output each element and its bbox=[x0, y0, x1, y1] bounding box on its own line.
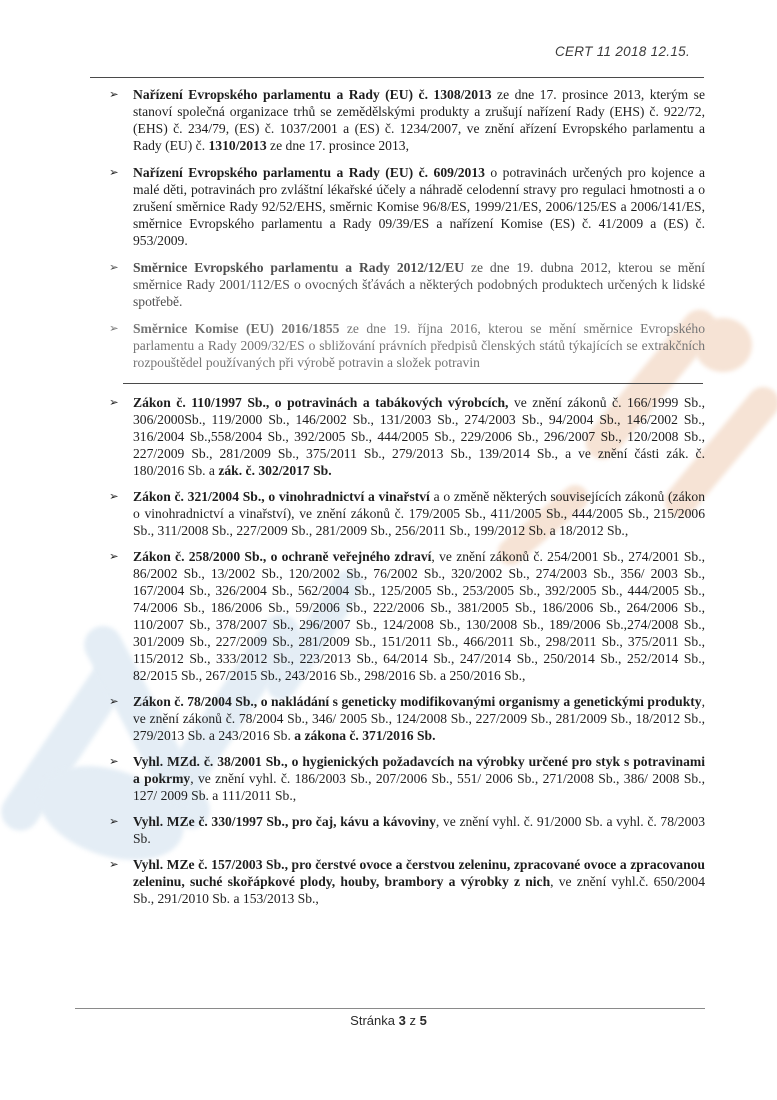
list-item bbox=[108, 259, 705, 310]
bullet-arrow-icon: ➢ bbox=[109, 395, 119, 409]
list-item bbox=[108, 394, 705, 479]
page-number bbox=[0, 1013, 777, 1028]
page-number-prefix: Stránka bbox=[350, 1013, 395, 1028]
item-text: Vyhl. MZe č. 330/1997 Sb., pro čaj, kávu a kávoviny, ve znění vyhl. č. 91/2000 Sb. a vyhl. č. 78/2003 Sb. bbox=[133, 814, 705, 846]
item-text: Zákon č. 110/1997 Sb., o potravinách a tabákových výrobcích, ve znění zákonů č. 166/1999 Sb., 306/2000Sb., 119/2000 Sb., 146/2002 Sb., 131/2003 Sb., 274/2003 Sb., 94/2004 Sb., 146/2002 Sb., 316/2004 Sb.,558/2004 Sb., 392/2005 Sb., 444/2005 Sb., 229/2006 Sb., 296/2007 Sb., 120/2008 Sb., 227/2009 Sb., 281/2009 Sb., 375/2011 Sb., 279/2013 Sb., 139/2014 Sb., a ve znění části zák. č. 180/2016 Sb. a zák. č. 302/2017 Sb. bbox=[133, 395, 705, 478]
bullet-arrow-icon: ➢ bbox=[109, 754, 119, 768]
bullet-arrow-icon: ➢ bbox=[109, 87, 119, 101]
item-text: Zákon č. 78/2004 Sb., o nakládání s geneticky modifikovanými organismy a genetickými produkty, ve znění zákonů č. 78/2004 Sb., 346/ 2005 Sb., 124/2008 Sb., 227/2009 Sb., 281/2009 Sb., 18/2012 Sb., 279/2013 Sb. a 243/2016 Sb. a zákona č. 371/2016 Sb. bbox=[133, 694, 705, 743]
eu-legislation-list bbox=[108, 86, 705, 381]
item-text: Zákon č. 321/2004 Sb., o vinohradnictví a vinařství a o změně některých souvisejících zákonů (zákon o vinohradnictví a vinařství), ve znění zákonů č. 179/2005 Sb., 411/2005 Sb., 444/2005 Sb., 215/2006 Sb., 311/2008 Sb., 227/2009 Sb., 281/2009 Sb., 256/2011 Sb., 199/2012 Sb. a 18/2012 Sb., bbox=[133, 489, 705, 538]
item-text: Vyhl. MZe č. 157/2003 Sb., pro čerstvé ovoce a čerstvou zeleninu, zpracované ovoce a zpracovanou zeleninu, suché skořápkové plody, houby, brambory a výrobky z nich, ve znění vyhl.č. 650/2004 Sb., 291/2010 Sb. a 153/2013 Sb., bbox=[133, 857, 705, 906]
item-text: Směrnice Komise (EU) 2016/1855 ze dne 19. října 2016, kterou se mění směrnice Evropského parlamentu a Rady 2009/32/ES o sbližování právních předpisů členských států týkajících se extrakčních rozpouštědel používaných při výrobě potravin a složek potravin bbox=[133, 321, 706, 370]
footer-divider bbox=[75, 1008, 705, 1009]
list-item bbox=[108, 548, 705, 684]
list-item bbox=[108, 693, 705, 744]
item-text: Nařízení Evropského parlamentu a Rady (EU) č. 609/2013 o potravinách určených pro kojence a malé děti, potravinách pro zvláštní lékařské účely a náhradě celodenní stravy pro regulaci hmotnosti a o zrušení směrnice Rady 92/52/EHS, směrnic Komise 96/8/ES, 1999/21/ES, 2006/125/ES a 2006/141/ES, směrnice Evropského parlamentu a Rady 09/39/ES a nařízení Komise (ES) č. 41/2009 a (ES) č. 953/2009. bbox=[133, 165, 706, 248]
document-header bbox=[555, 44, 690, 59]
item-text: Vyhl. MZd. č. 38/2001 Sb., o hygienických požadavcích na výrobky určené pro styk s potravinami a pokrmy, ve znění vyhl. č. 186/2003 Sb., 207/2006 Sb., 551/ 2006 Sb., 271/2008 Sb., 386/ 2008 Sb., 127/ 2009 Sb. a 111/2011 Sb., bbox=[133, 754, 705, 803]
item-text: Zákon č. 258/2000 Sb., o ochraně veřejného zdraví, ve znění zákonů č. 254/2001 Sb., 274/2001 Sb., 86/2002 Sb., 13/2002 Sb., 120/2002 Sb., 76/2002 Sb., 320/2002 Sb., 274/2003 Sb., 356/ 2003 Sb., 167/2004 Sb., 326/2004 Sb., 562/2004 Sb., 125/2005 Sb., 253/2005 Sb., 392/2005 Sb., 444/2005 Sb., 74/2006 Sb., 186/2006 Sb., 59/2006 Sb., 222/2006 Sb., 381/2005 Sb., 186/2006 Sb., 264/2006 Sb., 110/2007 Sb., 378/2007 Sb., 296/2007 Sb., 124/2008 Sb., 130/2008 Sb., 189/2006 Sb.,274/2008 Sb., 301/2009 Sb., 227/2009 Sb., 281/2009 Sb., 151/2011 Sb., 466/2011 Sb., 298/2011 Sb., 375/2011 Sb., 115/2012 Sb., 333/2012 Sb., 223/2013 Sb., 64/2014 Sb., 247/2014 Sb., 250/2014 Sb., 252/2014 Sb., 82/2015 Sb., 267/2015 Sb., 243/2016 Sb., 298/2016 Sb. a 250/2016 Sb., bbox=[133, 549, 705, 683]
bullet-arrow-icon: ➢ bbox=[109, 489, 119, 503]
bullet-arrow-icon: ➢ bbox=[109, 549, 119, 563]
bullet-arrow-icon: ➢ bbox=[109, 857, 119, 871]
item-text: Nařízení Evropského parlamentu a Rady (EU) č. 1308/2013 ze dne 17. prosince 2013, kterým se stanoví společná organizace trhů se zemědělskými produkty a zrušují nařízení Rady (EHS) č. 922/72, (EHS) č. 234/79, (ES) č. 1037/2001 a (ES) č. 1234/2007, ve znění ařízení Evropského parlamentu a Rady (EU) č. 1310/2013 ze dne 17. prosince 2013, bbox=[133, 87, 705, 153]
header-reference: CERT 11 2018 12.15. bbox=[554, 44, 690, 59]
page-number-total: 5 bbox=[419, 1013, 427, 1028]
list-item bbox=[108, 320, 705, 371]
list-item bbox=[108, 753, 705, 804]
page-number-separator: z bbox=[409, 1013, 416, 1028]
bullet-arrow-icon: ➢ bbox=[109, 814, 119, 828]
item-text: Směrnice Evropského parlamentu a Rady 2012/12/EU ze dne 19. dubna 2012, kterou se mění směrnice Rady 2001/112/ES o ovocných šťávách a některých podobných produktech určených k lidské spotřebě. bbox=[133, 260, 705, 309]
list-item bbox=[108, 488, 705, 539]
national-legislation-list bbox=[108, 394, 705, 916]
list-item bbox=[108, 813, 705, 847]
page-number-current: 3 bbox=[398, 1013, 406, 1028]
list-item bbox=[108, 164, 705, 249]
section-divider bbox=[123, 383, 703, 384]
bullet-arrow-icon: ➢ bbox=[109, 694, 119, 708]
bullet-arrow-icon: ➢ bbox=[109, 165, 119, 179]
top-divider bbox=[90, 77, 704, 78]
bullet-arrow-icon: ➢ bbox=[109, 321, 119, 335]
list-item bbox=[108, 856, 705, 907]
bullet-arrow-icon: ➢ bbox=[109, 260, 119, 274]
list-item bbox=[108, 86, 705, 154]
